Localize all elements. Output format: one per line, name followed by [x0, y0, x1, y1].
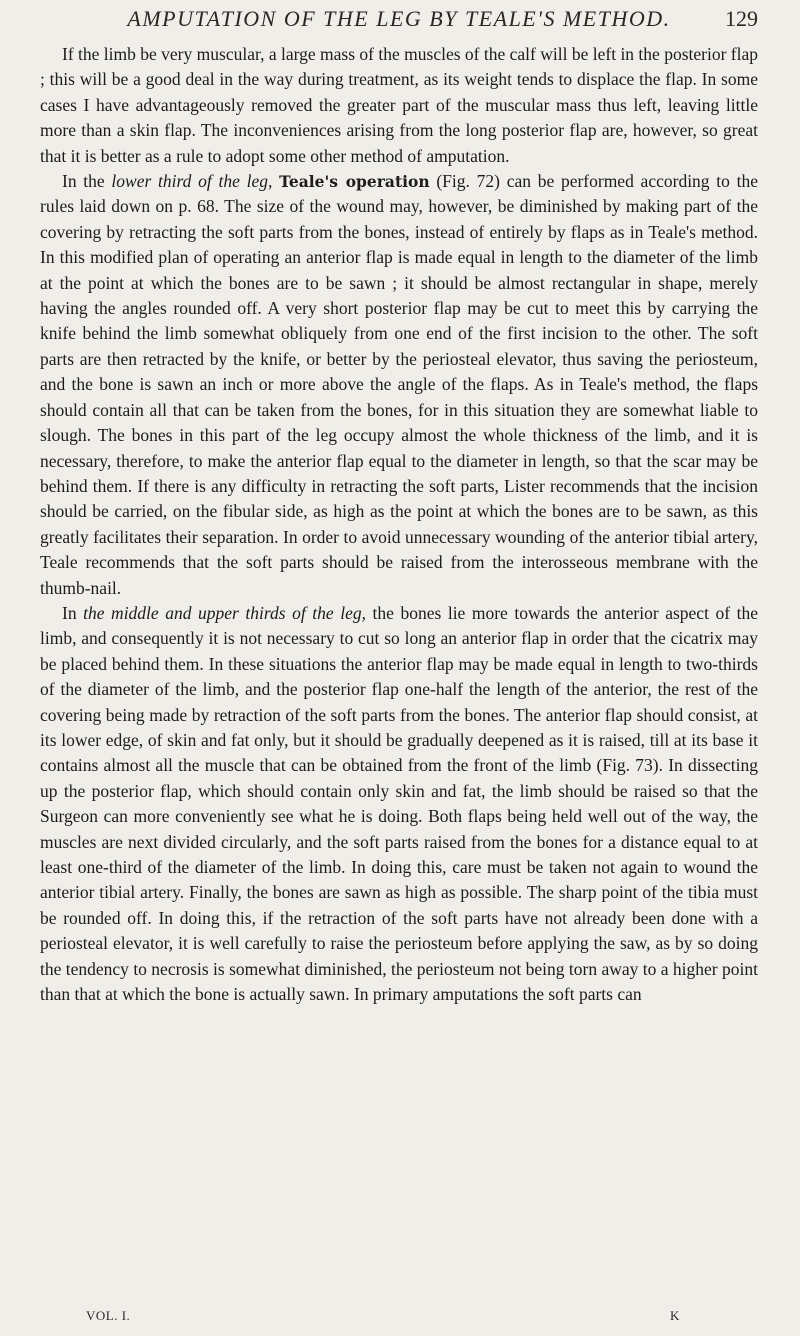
- page-footer: [40, 1308, 758, 1328]
- volume-mark: VOL. I.: [86, 1308, 131, 1323]
- text-run: (Fig. 72) can be performed according to the rules laid down on p. 68. The size of the wound may, however, be diminished by making part of the covering by retracting the soft parts from the bones, instead of entirely by flaps as in Teale's method. In this modified plan of operating an anterior flap is made equal in length to the diameter of the limb at the point at which the bones are to be sawn ; it should be almost rectangular in shape, merely having the angles rounded off. A very short posterior flap may be cut to meet this by carrying the knife behind the limb somewhat obliquely from one end of the first incision to the other. The soft parts are then retracted by the knife, or better by the periosteal elevator, thus saving the periosteum, and the bone is sawn an inch or more above the angle of the flaps. As in Teale's method, the flaps should contain all that can be taken from the bones, for in this situation they are somewhat liable to slough. The bones in this part of the leg occupy almost the whole thickness of the limb, and it is necessary, therefore, to make the anterior flap equal to the diameter in length, so that the scar may be behind them. If there is any difficulty in retracting the soft parts, Lister recommends that the incision should be carried, on the fibular side, as high as the point at which the bones are to be sawn, as this greatly facilitates their separation. In order to avoid unnecessary wounding of the anterior tibial artery, Teale recommends that the soft parts should be raised from the interosseous membrane with the thumb-nail.: [40, 171, 759, 598]
- bold-phrase: Teale's operation: [279, 172, 430, 192]
- text-run: In the: [62, 171, 112, 192]
- italic-phrase: the middle and upper thirds of the leg,: [83, 602, 366, 623]
- running-head-title: AMPUTATION OF THE LEG BY TEALE'S METHOD.: [127, 6, 671, 31]
- running-head: [40, 6, 758, 38]
- paragraph: [40, 169, 758, 601]
- text-run: If the limb be very muscular, a large mass of the muscles of the calf will be left in the posterior flap ; this will be a good deal in the way during treatment, as its weight tends to displace the flap. In some cases I have advantageously removed the greater part of the muscular mass thus left, leaving little more than a skin flap. The inconveniences arising from the long posterior flap are, however, so great that it is better as a rule to adopt some other method of amputation.: [40, 44, 758, 166]
- page-number: 129: [725, 6, 758, 31]
- paragraph: [40, 42, 758, 169]
- text-run: In: [62, 602, 84, 623]
- text-run: the bones lie more towards the anterior aspect of the limb, and consequently it is not necessary to cut so long an anterior flap in order that the cicatrix may be placed behind them. In these situations the anterior flap may be made equal in length to two-thirds of the diameter of the limb, and the posterior flap one-half the length of the anterior, the rest of the covering being made by retraction of the soft parts from the bones. The anterior flap should consist, at its lower edge, of skin and fat only, but it should be gradually deepened as it is raised, till at its base it contains almost all the muscle that can be obtained from the front of the limb (Fig. 73). In dissecting up the posterior flap, which should contain only skin and fat, the limb should be raised so that the Surgeon can more conveniently see what he is doing. Both flaps being held well out of the way, the muscles are next divided circularly, and the soft parts raised from the bones for a distance equal to at least one-third of the diameter of the limb. In doing this, care must be taken not again to wound the anterior tibial artery. Finally, the bones are sawn as high as possible. The sharp point of the tibia must be rounded off. In doing this, if the retraction of the soft parts have not already been done with a periosteal elevator, it is well carefully to raise the periosteum before applying the saw, as by so doing the tendency to necrosis is somewhat diminished, the periosteum not being torn away to a higher point than that at which the bone is actually sawn. In primary amputations the soft parts can: [40, 602, 758, 1005]
- signature-mark: K: [670, 1308, 680, 1323]
- body-text: [40, 42, 758, 1007]
- italic-phrase: lower third of the leg,: [111, 171, 273, 192]
- paragraph: [40, 601, 758, 1008]
